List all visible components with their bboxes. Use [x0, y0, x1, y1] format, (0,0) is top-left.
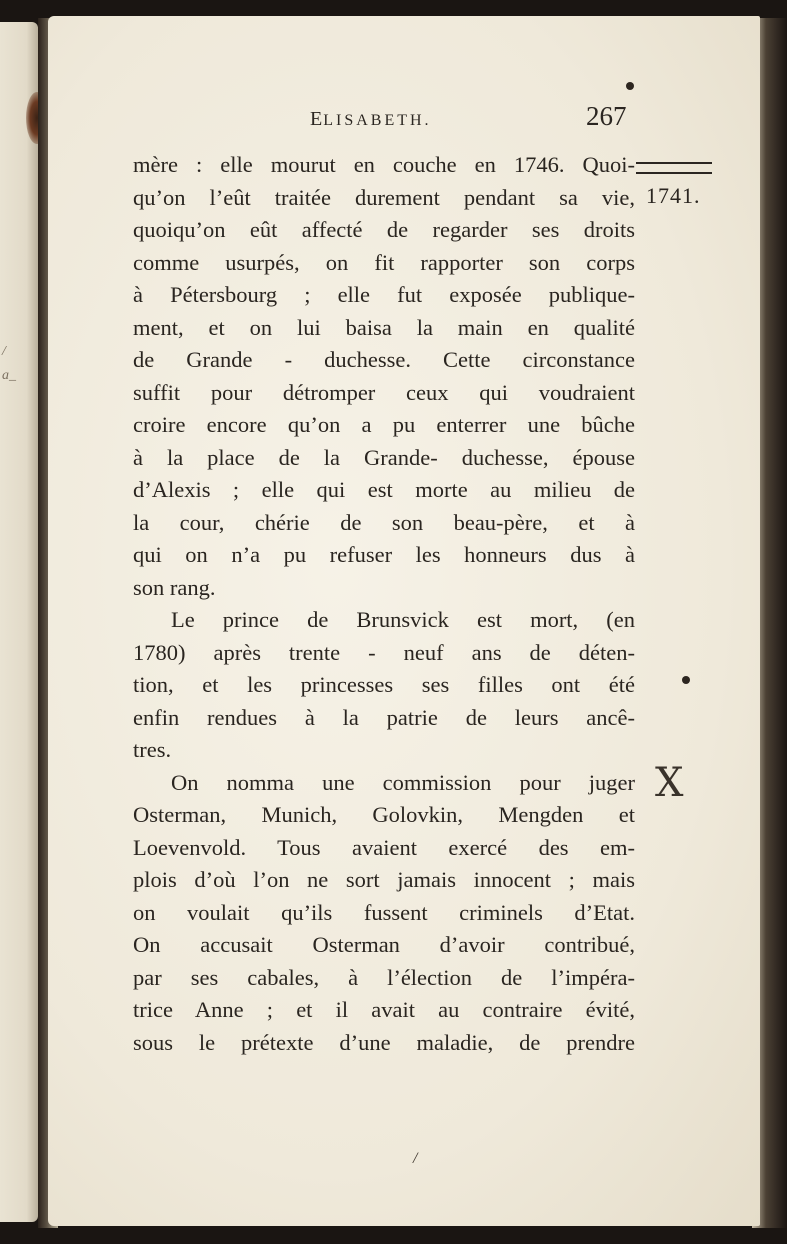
text-line: On accusait Osterman d’avoir contribué,: [133, 932, 635, 957]
text-line: plois d’où l’on ne sort jamais innocent ; mais: [133, 867, 635, 892]
margin-annotation-cross: X: [655, 760, 684, 806]
text-line: croire encore qu’on a pu enterrer une bûche: [133, 412, 635, 437]
text-line: qu’on l’eût traitée durement pendant sa vie,: [133, 184, 635, 210]
body-text: [133, 149, 635, 1059]
text-line: sous le prétexte d’une maladie, de prendre: [133, 1029, 635, 1055]
text-line: de Grande - duchesse. Cette circonstance: [133, 347, 635, 372]
text-line: mère : elle mourut en couche en 1746. Quoi-: [133, 152, 635, 177]
text-line: son rang.: [133, 574, 216, 600]
ink-dot: [682, 676, 690, 684]
text-line: par ses cabales, à l’élection de l’impéra-: [133, 964, 635, 990]
text-line: qui on n’a pu refuser les honneurs dus à: [133, 542, 635, 567]
text-line: tion, et les princesses ses filles ont été: [133, 672, 635, 697]
ink-dot: [626, 82, 634, 90]
bottom-margin-mark: /: [413, 1150, 418, 1167]
margin-rule-mark: [636, 162, 712, 174]
text-line: à la place de la Grande- duchesse, épouse: [133, 444, 635, 470]
text-line: ment, et on lui baisa la main en qualité: [133, 314, 635, 340]
text-line: tres.: [133, 737, 172, 762]
running-title-initial: E: [310, 108, 324, 130]
text-line: suffit pour détromper ceux qui voudraient: [133, 379, 635, 405]
running-title: [310, 108, 432, 131]
running-title-rest: LISABETH.: [323, 112, 432, 129]
text-line: Loevenvold. Tous avaient exercé des em-: [133, 834, 635, 860]
left-page-edge: [0, 22, 38, 1222]
text-line: la cour, chérie de son beau-père, et à: [133, 509, 635, 535]
text-line: quoiqu’on eût affecté de regarder ses droits: [133, 217, 635, 242]
text-line: trice Anne ; et il avait au contraire évité,: [133, 997, 635, 1022]
text-line: enfin rendues à la patrie de leurs ancê-: [133, 704, 635, 730]
text-line: Osterman, Munich, Golovkin, Mengden et: [133, 802, 635, 827]
text-line: d’Alexis ; elle qui est morte au milieu de: [133, 477, 635, 502]
text-line: 1780) après trente - neuf ans de déten-: [133, 639, 635, 665]
left-margin-mark-2: a_: [2, 368, 16, 383]
text-line: on voulait qu’ils fussent criminels d’Etat.: [133, 899, 635, 925]
paragraph-start-line: On nomma une commission pour juger: [171, 769, 635, 795]
text-line: comme usurpés, on fit rapporter son corps: [133, 249, 635, 275]
paragraph-start-line: Le prince de Brunsvick est mort, (en: [171, 607, 635, 632]
left-margin-mark-1: /: [2, 344, 6, 359]
margin-date-note: 1741.: [646, 183, 701, 208]
page-number: 267: [586, 101, 627, 131]
text-line: à Pétersbourg ; elle fut exposée publique-: [133, 282, 635, 307]
